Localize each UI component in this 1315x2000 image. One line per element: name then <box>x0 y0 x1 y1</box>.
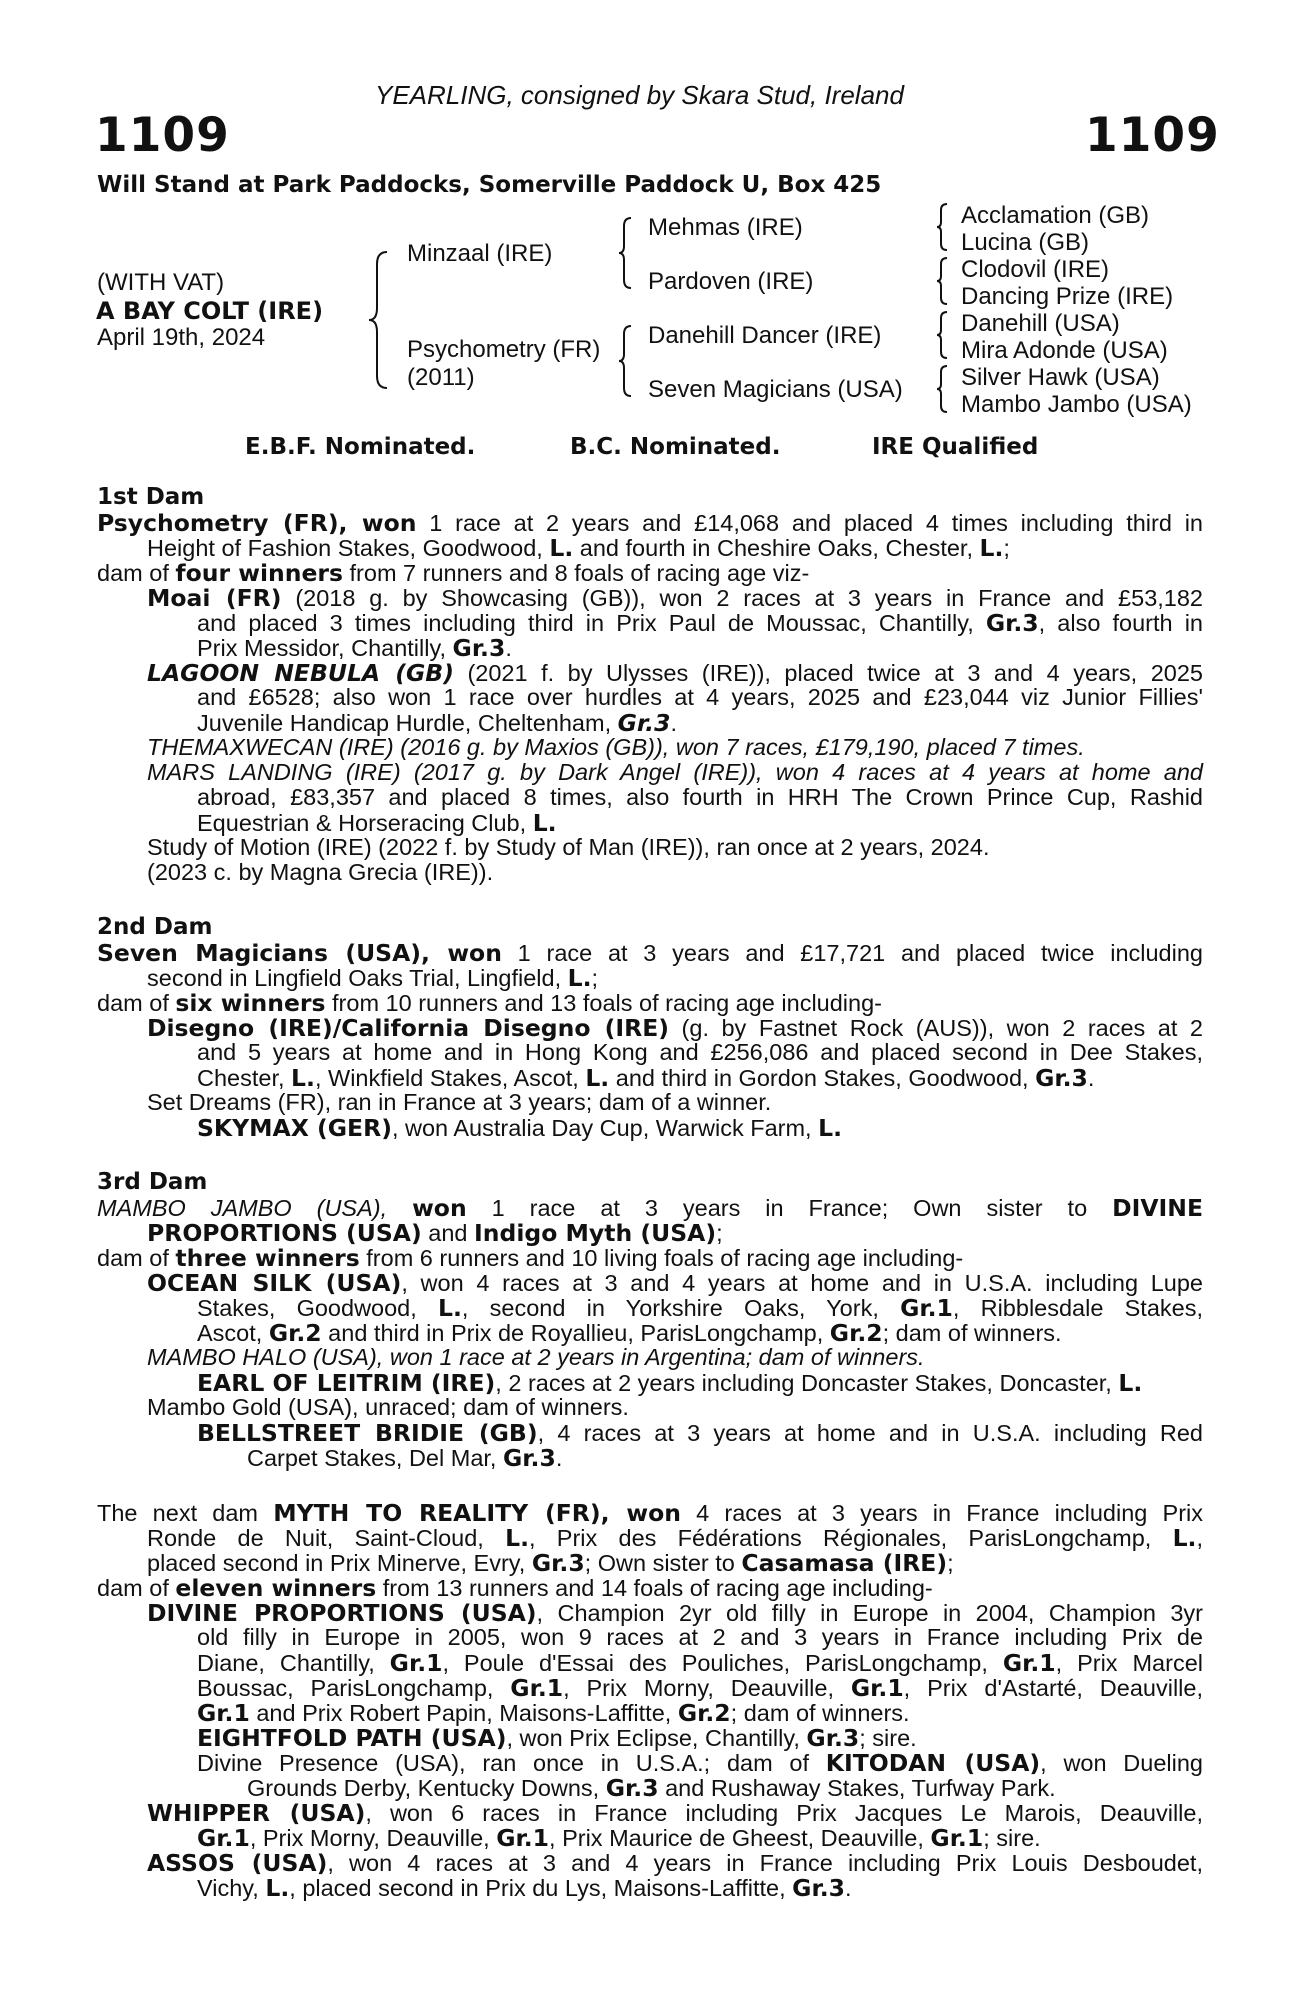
stand-location: Will Stand at Park Paddocks, Somerville Paddock U, Box 425 <box>97 172 882 198</box>
pedigree-dam-sire: Danehill Dancer (IRE) <box>648 322 882 349</box>
pedigree-gen3-3: Clodovil (IRE) <box>961 256 1110 283</box>
lot-number-left: 1109 <box>95 108 230 163</box>
progeny-entry: Grounds Derby, Kentucky Downs, Gr.3 and Rushaway Stakes, Turfway Park. <box>247 1774 1056 1802</box>
next-dam-line: dam of eleven winners from 13 runners and 14 foals of racing age including- <box>97 1574 933 1602</box>
progeny-entry: Juvenile Handicap Hurdle, Cheltenham, Gr.3. <box>197 709 677 737</box>
progeny-entry: and £6528; also won 1 race over hurdles at 4 years, 2025 and £23,044 viz Junior Fillies' <box>197 684 1203 710</box>
progeny-entry: old filly in Europe in 2005, won 9 races at 2 and 3 years in France including Prix de <box>197 1624 1203 1650</box>
next-dam-line: The next dam MYTH TO REALITY (FR), won 4 races at 3 years in France including Prix <box>97 1499 1204 1527</box>
lot-number-right: 1109 <box>1085 108 1220 163</box>
second-dam-line: Seven Magicians (USA), won 1 race at 3 years and £17,721 and placed twice including <box>97 939 1203 967</box>
progeny-entry: OCEAN SILK (USA), won 4 races at 3 and 4 years at home and in U.S.A. including Lupe <box>147 1269 1203 1297</box>
pedigree-brace-main <box>367 250 391 390</box>
horse-name: A BAY COLT (IRE) <box>96 297 324 325</box>
pedigree-gen3-7: Silver Hawk (USA) <box>961 364 1160 391</box>
progeny-entry: Ascot, Gr.2 and third in Prix de Royallieu, ParisLongchamp, Gr.2; dam of winners. <box>197 1319 1062 1347</box>
progeny-entry: and placed 3 times including third in Prix Paul de Moussac, Chantilly, Gr.3, also fourth in <box>197 609 1203 637</box>
ebf-nominated: E.B.F. Nominated. <box>245 434 476 460</box>
progeny-entry: EIGHTFOLD PATH (USA), won Prix Eclipse, Chantilly, Gr.3; sire. <box>197 1724 917 1752</box>
first-dam-line: Height of Fashion Stakes, Goodwood, L. and fourth in Cheshire Oaks, Chester, L.; <box>147 534 1010 562</box>
progeny-entry: Boussac, ParisLongchamp, Gr.1, Prix Morny, Deauville, Gr.1, Prix d'Astarté, Deauville, <box>197 1674 1204 1702</box>
second-dam-line: dam of six winners from 10 runners and 13 foals of racing age including- <box>97 989 882 1017</box>
progeny-entry: SKYMAX (GER), won Australia Day Cup, Warwick Farm, L. <box>197 1114 843 1142</box>
second-dam-heading: 2nd Dam <box>97 914 213 940</box>
progeny-entry: MAMBO HALO (USA), won 1 race at 2 years in Argentina; dam of winners. <box>147 1344 925 1370</box>
progeny-entry: MARS LANDING (IRE) (2017 g. by Dark Angel (IRE)), won 4 races at 4 years at home and <box>147 759 1203 785</box>
progeny-entry: Divine Presence (USA), ran once in U.S.A.; dam of KITODAN (USA), won Dueling <box>197 1749 1203 1777</box>
pedigree-sire-dam: Pardoven (IRE) <box>648 268 814 295</box>
progeny-entry: abroad, £83,357 and placed 8 times, also fourth in HRH The Crown Prince Cup, Rashid <box>197 784 1203 810</box>
third-dam-line: MAMBO JAMBO (USA), won 1 race at 3 years in France; Own sister to DIVINE <box>97 1194 1203 1222</box>
progeny-entry: and 5 years at home and in Hong Kong and £256,086 and placed second in Dee Stakes, <box>197 1039 1203 1065</box>
pedigree-gen3-5: Danehill (USA) <box>961 310 1120 337</box>
pedigree-brace-gen3-1 <box>935 202 949 252</box>
progeny-entry: Diane, Chantilly, Gr.1, Poule d'Essai des Pouliches, ParisLongchamp, Gr.1, Prix Marcel <box>197 1649 1203 1677</box>
progeny-entry: Carpet Stakes, Del Mar, Gr.3. <box>247 1444 563 1472</box>
next-dam-line: Ronde de Nuit, Saint-Cloud, L., Prix des Fédérations Régionales, ParisLongchamp, L., <box>147 1524 1203 1552</box>
foaling-date: April 19th, 2024 <box>97 324 266 351</box>
pedigree-gen3-2: Lucina (GB) <box>961 229 1090 256</box>
progeny-entry: Gr.1 and Prix Robert Papin, Maisons-Laffitte, Gr.2; dam of winners. <box>197 1699 910 1727</box>
pedigree-brace-sire <box>617 216 633 290</box>
pedigree-dam: Psychometry (FR) <box>407 336 601 363</box>
progeny-entry: EARL OF LEITRIM (IRE), 2 races at 2 years including Doncaster Stakes, Doncaster, L. <box>197 1369 1143 1397</box>
pedigree-brace-gen3-2 <box>935 256 949 306</box>
pedigree-sire-sire: Mehmas (IRE) <box>648 214 803 241</box>
progeny-entry: BELLSTREET BRIDIE (GB), 4 races at 3 years at home and in U.S.A. including Red <box>197 1419 1203 1447</box>
third-dam-heading: 3rd Dam <box>97 1169 208 1195</box>
pedigree-gen3-8: Mambo Jambo (USA) <box>961 391 1192 418</box>
progeny-entry: Vichy, L., placed second in Prix du Lys, Maisons-Laffitte, Gr.3. <box>197 1874 852 1902</box>
third-dam-line: PROPORTIONS (USA) and Indigo Myth (USA); <box>147 1219 723 1247</box>
pedigree-gen3-6: Mira Adonde (USA) <box>961 337 1168 364</box>
progeny-entry: Stakes, Goodwood, L., second in Yorkshire Oaks, York, Gr.1, Ribblesdale Stakes, <box>197 1294 1203 1322</box>
second-dam-line: second in Lingfield Oaks Trial, Lingfield, L.; <box>147 964 599 992</box>
first-dam-line: dam of four winners from 7 runners and 8 foals of racing age viz- <box>97 559 810 587</box>
progeny-entry: (2023 c. by Magna Grecia (IRE)). <box>147 859 494 885</box>
progeny-entry: LAGOON NEBULA (GB) (2021 f. by Ulysses (IRE)), placed twice at 3 and 4 years, 2025 <box>147 659 1203 687</box>
pedigree-gen3-1: Acclamation (GB) <box>961 202 1150 229</box>
vat-note: (WITH VAT) <box>97 269 225 296</box>
ire-qualified: IRE Qualified <box>872 434 1039 460</box>
progeny-entry: DIVINE PROPORTIONS (USA), Champion 2yr old filly in Europe in 2004, Champion 3yr <box>147 1599 1203 1627</box>
progeny-entry: Mambo Gold (USA), unraced; dam of winners. <box>147 1394 629 1420</box>
progeny-entry: Prix Messidor, Chantilly, Gr.3. <box>197 634 512 662</box>
pedigree-sire: Minzaal (IRE) <box>407 240 553 267</box>
progeny-entry: THEMAXWECAN (IRE) (2016 g. by Maxios (GB)), won 7 races, £179,190, placed 7 times. <box>147 734 1085 760</box>
progeny-entry: Disegno (IRE)/California Disegno (IRE) (g. by Fastnet Rock (AUS)), won 2 races at 2 <box>147 1014 1203 1042</box>
progeny-entry: Set Dreams (FR), ran in France at 3 years; dam of a winner. <box>147 1089 772 1115</box>
pedigree-gen3-4: Dancing Prize (IRE) <box>961 283 1174 310</box>
progeny-entry: ASSOS (USA), won 4 races at 3 and 4 years in France including Prix Louis Desboudet, <box>147 1849 1203 1877</box>
first-dam-heading: 1st Dam <box>97 484 205 510</box>
progeny-entry: Chester, L., Winkfield Stakes, Ascot, L. and third in Gordon Stakes, Goodwood, Gr.3. <box>197 1064 1095 1092</box>
progeny-entry: Equestrian & Horseracing Club, L. <box>197 809 557 837</box>
pedigree-brace-gen3-3 <box>935 310 949 360</box>
pedigree-brace-gen3-4 <box>935 364 949 414</box>
progeny-entry: Study of Motion (IRE) (2022 f. by Study of Man (IRE)), ran once at 2 years, 2024. <box>147 834 990 860</box>
first-dam-line: Psychometry (FR), won 1 race at 2 years and £14,068 and placed 4 times including third in <box>97 509 1204 537</box>
third-dam-line: dam of three winners from 6 runners and 10 living foals of racing age including- <box>97 1244 964 1272</box>
pedigree-brace-dam <box>617 324 633 398</box>
bc-nominated: B.C. Nominated. <box>570 434 781 460</box>
progeny-entry: Moai (FR) (2018 g. by Showcasing (GB)), won 2 races at 3 years in France and £53,182 <box>147 584 1203 612</box>
pedigree-dam-dam: Seven Magicians (USA) <box>648 376 903 403</box>
consignment-line: YEARLING, consigned by Skara Stud, Ireland <box>375 80 904 110</box>
next-dam-line: placed second in Prix Minerve, Evry, Gr.3; Own sister to Casamasa (IRE); <box>147 1549 954 1577</box>
progeny-entry: WHIPPER (USA), won 6 races in France including Prix Jacques Le Marois, Deauville, <box>147 1799 1203 1827</box>
progeny-entry: Gr.1, Prix Morny, Deauville, Gr.1, Prix Maurice de Gheest, Deauville, Gr.1; sire. <box>197 1824 1041 1852</box>
pedigree-dam-year: (2011) <box>407 364 475 391</box>
